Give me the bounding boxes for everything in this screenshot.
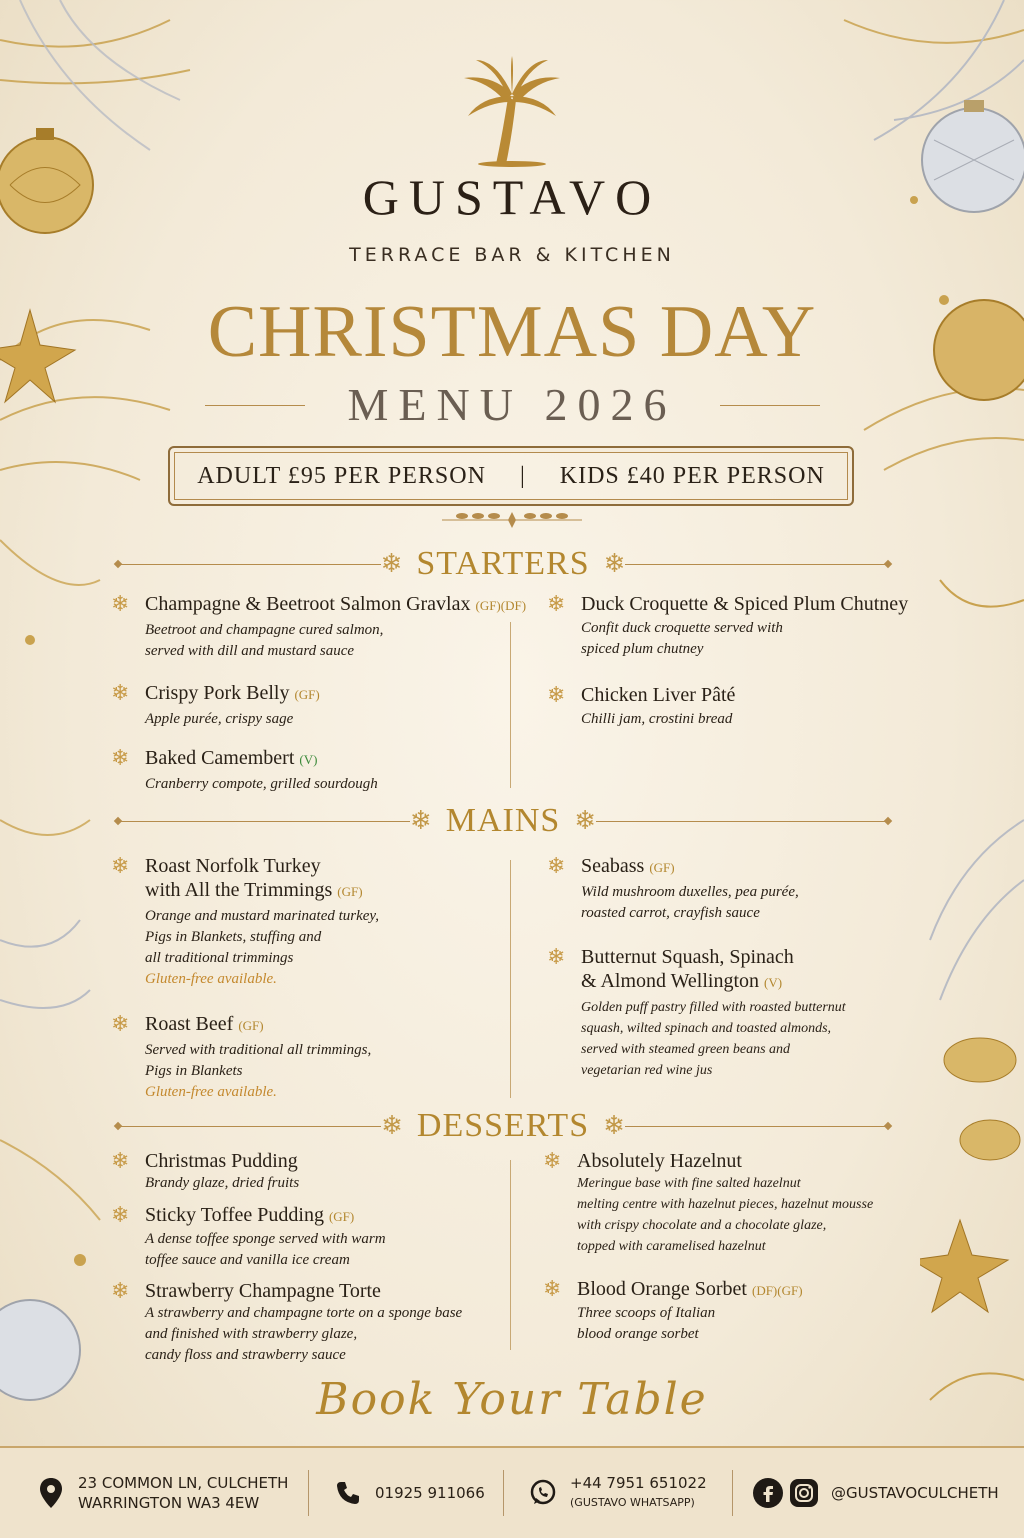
item-desc: Apple purée, crispy sage [145, 711, 294, 727]
item-desc: blood orange sorbet [577, 1326, 699, 1342]
header-rule [596, 821, 888, 822]
snowflake-icon: ❄ [543, 1149, 562, 1174]
social-contact [733, 1463, 999, 1523]
whatsapp-note: (GUSTAVO WHATSAPP) [570, 1496, 695, 1509]
item-desc: toffee sauce and vanilla ice cream [145, 1252, 350, 1268]
item-name: Roast Beef [145, 1013, 234, 1035]
column-divider [510, 1160, 511, 1350]
item-desc: squash, wilted spinach and toasted almonds, [581, 1021, 832, 1036]
item-desc: roasted carrot, crayfish sauce [581, 905, 760, 921]
item-desc: A dense toffee sponge served with warm [145, 1231, 386, 1247]
item-desc: candy floss and strawberry sauce [145, 1347, 346, 1363]
whatsapp-icon [528, 1478, 558, 1508]
contact-footer [0, 1446, 1024, 1538]
price-separator: | [519, 462, 526, 489]
item-desc: topped with caramelised hazelnut [577, 1239, 766, 1254]
menu-item [547, 683, 736, 730]
item-name: & Almond Wellington [581, 970, 760, 992]
header-rule [625, 564, 888, 565]
item-desc: Confit duck croquette served with [581, 620, 783, 636]
side-decoration-right [920, 560, 1024, 1440]
menu-subtitle: MENU 2026 [347, 379, 677, 430]
dietary-tag: (GF) [294, 687, 320, 702]
item-desc: and finished with strawberry glaze, [145, 1326, 358, 1342]
menu-item [111, 1203, 386, 1271]
item-name: Sticky Toffee Pudding [145, 1204, 324, 1226]
adult-price: ADULT £95 PER PERSON [197, 462, 486, 489]
column-divider [510, 860, 511, 1098]
header-rule [625, 1126, 888, 1127]
snowflake-icon: ❄ [111, 1279, 130, 1304]
dietary-tag: (V) [764, 975, 783, 990]
facebook-icon[interactable] [753, 1478, 783, 1508]
snowflake-icon: ❄ [381, 1111, 403, 1141]
item-name: Duck Croquette & Spiced Plum Chutney [581, 593, 909, 615]
dietary-tag: (GF) [328, 1209, 355, 1224]
header-rule [118, 1126, 381, 1127]
phone-contact[interactable] [309, 1463, 503, 1523]
whatsapp-contact[interactable] [504, 1463, 732, 1523]
snowflake-icon: ❄ [547, 683, 566, 708]
snowflake-icon: ❄ [111, 681, 130, 706]
item-name: Seabass [581, 855, 645, 877]
item-desc: served with steamed green beans and [581, 1042, 791, 1057]
laurel-ornament [432, 508, 592, 532]
snowflake-icon: ❄ [603, 1111, 625, 1141]
snowflake-icon: ❄ [547, 945, 566, 970]
menu-item [111, 746, 378, 795]
menu-item [543, 1149, 874, 1257]
item-desc: Pigs in Blankets, stuffing and [145, 929, 322, 945]
header-rule [118, 821, 410, 822]
menu-item [111, 1279, 463, 1366]
item-name: Crispy Pork Belly [145, 682, 290, 704]
item-desc: vegetarian red wine jus [581, 1063, 713, 1078]
item-note: Gluten-free available. [145, 1084, 277, 1100]
desserts-header [118, 1106, 888, 1146]
item-desc: Pigs in Blankets [145, 1063, 243, 1079]
menu-title: CHRISTMAS DAY [207, 291, 817, 373]
item-name: Absolutely Hazelnut [577, 1150, 742, 1172]
starters-header [118, 544, 888, 584]
item-desc: served with dill and mustard sauce [145, 643, 355, 659]
palm-tree-logo-icon [452, 56, 572, 168]
side-decoration-left [0, 520, 110, 1440]
snowflake-icon: ❄ [409, 806, 432, 836]
item-name: Blood Orange Sorbet [577, 1278, 747, 1300]
item-desc: melting centre with hazelnut pieces, hazelnut mousse [577, 1197, 874, 1212]
dietary-tag: (V) [299, 752, 318, 767]
brand-name: GUSTAVO [362, 169, 662, 225]
item-note: Gluten-free available. [145, 971, 277, 987]
phone-icon [333, 1478, 363, 1508]
whatsapp-number[interactable]: +44 7951 651022 [570, 1474, 707, 1492]
item-name: Roast Norfolk Turkey [145, 855, 321, 877]
item-name: Chicken Liver Pâté [581, 684, 736, 706]
item-name: Strawberry Champagne Torte [145, 1280, 381, 1302]
dietary-tag: (GF) [337, 884, 363, 899]
item-desc: Orange and mustard marinated turkey, [145, 908, 380, 924]
menu-item [111, 1149, 300, 1194]
item-desc: Wild mushroom duxelles, pea purée, [581, 884, 799, 900]
item-desc: spiced plum chutney [581, 641, 704, 657]
item-desc: Chilli jam, crostini bread [581, 711, 733, 727]
snowflake-icon: ❄ [111, 1149, 130, 1174]
price-box [168, 446, 854, 506]
menu-item [547, 592, 909, 660]
item-desc: A strawberry and champagne torte on a sponge base [145, 1305, 463, 1321]
snowflake-icon: ❄ [111, 1012, 130, 1037]
item-name: Butternut Squash, Spinach [581, 946, 794, 968]
kids-price: KIDS £40 PER PERSON [559, 462, 825, 489]
snowflake-icon: ❄ [111, 854, 130, 879]
address-line-2: WARRINGTON WA3 4EW [78, 1494, 260, 1512]
menu-item [547, 945, 846, 1081]
snowflake-icon: ❄ [547, 854, 566, 879]
address [0, 1463, 308, 1523]
brand-tagline: TERRACE BAR & KITCHEN [349, 244, 675, 266]
snowflake-icon: ❄ [111, 1203, 130, 1228]
item-desc: Beetroot and champagne cured salmon, [145, 622, 384, 638]
location-pin-icon [36, 1478, 66, 1508]
snowflake-icon: ❄ [547, 592, 566, 617]
item-desc: Golden puff pastry filled with roasted butternut [581, 1000, 846, 1015]
item-desc: Served with traditional all trimmings, [145, 1042, 372, 1058]
menu-item [111, 681, 320, 730]
snowflake-icon: ❄ [603, 549, 626, 579]
item-desc: Brandy glaze, dried fruits [145, 1175, 300, 1191]
dietary-tag: (GF) [649, 860, 675, 875]
header-rule [118, 564, 381, 565]
item-name: Champagne & Beetroot Salmon Gravlax [145, 593, 471, 615]
item-name: Christmas Pudding [145, 1150, 298, 1172]
corner-decoration-top-right [824, 0, 1024, 560]
menu-item [111, 592, 527, 662]
dietary-tag: (GF) [238, 1018, 264, 1033]
snowflake-icon: ❄ [111, 592, 130, 617]
social-handle[interactable]: @GUSTAVOCULCHETH [831, 1484, 999, 1502]
snowflake-icon: ❄ [574, 806, 597, 836]
phone-number[interactable]: 01925 911066 [375, 1484, 485, 1502]
instagram-icon[interactable] [789, 1478, 819, 1508]
item-name: Baked Camembert [145, 747, 295, 769]
desserts-title: DESSERTS [416, 1107, 590, 1144]
mains-header [118, 801, 888, 841]
address-line-1: 23 COMMON LN, CULCHETH [78, 1474, 289, 1492]
dietary-tag: (GF)(DF) [475, 598, 527, 613]
item-desc: Cranberry compote, grilled sourdough [145, 776, 378, 792]
item-desc: Three scoops of Italian [577, 1305, 716, 1321]
snowflake-icon: ❄ [380, 549, 403, 579]
menu-item [547, 854, 799, 924]
book-your-table-link[interactable]: Book Your Table [316, 1374, 708, 1425]
dietary-tag: (DF)(GF) [751, 1283, 803, 1298]
item-name: with All the Trimmings [145, 879, 333, 901]
snowflake-icon: ❄ [111, 746, 130, 771]
item-desc: all traditional trimmings [145, 950, 294, 966]
item-desc: Meringue base with fine salted hazelnut [577, 1176, 801, 1191]
item-desc: with crispy chocolate and a chocolate glaze, [577, 1218, 827, 1233]
menu-item [111, 854, 380, 990]
starters-title: STARTERS [416, 545, 590, 582]
menu-item [111, 1012, 372, 1103]
menu-item [543, 1277, 803, 1345]
snowflake-icon: ❄ [543, 1277, 562, 1302]
mains-title: MAINS [445, 802, 561, 839]
